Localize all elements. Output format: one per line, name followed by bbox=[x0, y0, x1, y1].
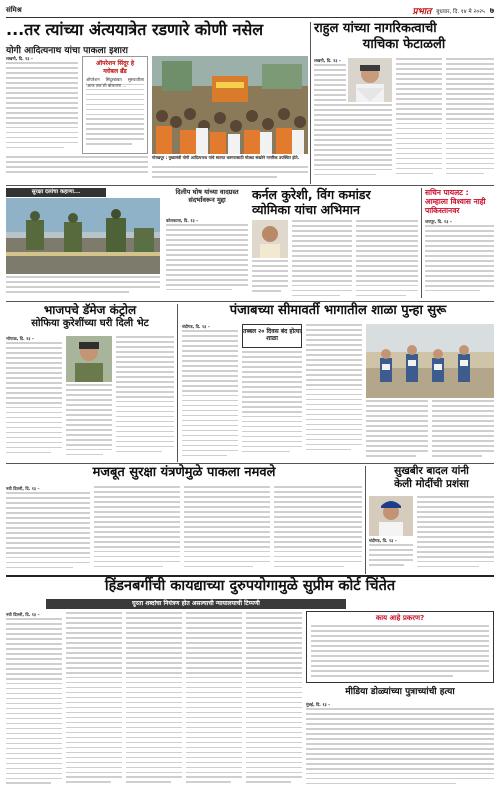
article-punjab-col-1 bbox=[182, 324, 238, 460]
dateline: चंदीगड, दि. १३ – bbox=[369, 538, 397, 543]
caption-text bbox=[6, 276, 160, 298]
body-text bbox=[242, 351, 302, 460]
kicker-strip: घुरता शब्दांचा नियंत्रण होत असल्याची न्यायालयाची टिप्पणी bbox=[46, 599, 346, 609]
body-text bbox=[252, 260, 288, 298]
kicker: दिलीप घोष यांच्या वादग्रस्त संदर्भावरून मुद्दा bbox=[175, 188, 239, 204]
security-photo-image bbox=[6, 198, 160, 274]
school-photo bbox=[366, 324, 494, 398]
crowd-photo bbox=[152, 56, 308, 154]
headline-line-2: याचिका फेटाळली bbox=[362, 37, 446, 52]
dateline: जयपूर, दि. १३ – bbox=[425, 219, 452, 224]
body-text bbox=[186, 612, 242, 792]
rahul-photo-image bbox=[348, 58, 392, 102]
pull-box-title: ऑपरेशन सिंदूर हे bbox=[95, 60, 135, 67]
body-text bbox=[116, 336, 174, 460]
body-text bbox=[66, 612, 122, 792]
page-number: ७ bbox=[489, 6, 494, 15]
article-bjp-col-1 bbox=[6, 336, 62, 460]
body-text bbox=[152, 166, 308, 180]
body-text bbox=[6, 62, 78, 154]
article-rahul-col-3 bbox=[446, 58, 494, 182]
article-yogi bbox=[6, 22, 306, 55]
body-text bbox=[166, 224, 248, 298]
section-divider bbox=[6, 575, 494, 577]
headline: मीडिया डोळ्यांच्या पुत्राच्यांची हत्या bbox=[345, 687, 455, 697]
dateline: नवी दिल्ली, दि. १३ – bbox=[6, 612, 40, 617]
article-punjab-col-3 bbox=[306, 324, 362, 460]
column-divider bbox=[421, 188, 422, 298]
body-text bbox=[274, 486, 362, 572]
body-text bbox=[369, 544, 413, 572]
headline-line-2: केली मोदींची प्रशंसा bbox=[394, 478, 469, 490]
column-divider bbox=[365, 466, 366, 574]
column-divider bbox=[310, 22, 311, 184]
newspaper-logo: प्रभात bbox=[412, 7, 432, 17]
article-yogi-lower bbox=[6, 156, 148, 178]
headline: सचिन पायलट : आम्हाला विश्वास नाही पाकिस्तानवर bbox=[425, 188, 486, 215]
dateline: कोलकाता, दि. १३ – bbox=[166, 218, 199, 223]
photo-strip-label: सुरक्षा दलांचा कहाणा... bbox=[6, 188, 106, 197]
body-text bbox=[306, 708, 494, 792]
section-divider bbox=[6, 185, 494, 186]
highlight-text: तब्बल २० दिवस बंद होत्या शाळा bbox=[243, 328, 301, 342]
rahul-photo bbox=[348, 58, 392, 102]
headline: हिंडनबर्गीची कायद्याच्या दुरुपयोगामुळे सुप्रीम कोर्ट चिंतेत bbox=[104, 578, 396, 594]
article-bjp-col-2 bbox=[66, 384, 112, 460]
pull-box-body bbox=[83, 83, 147, 153]
section-divider bbox=[6, 301, 494, 302]
article-kureshi-col-2 bbox=[292, 220, 352, 298]
section-name: संमिश्र bbox=[6, 6, 22, 14]
pull-box-text: ऑपरेशन सिंदूरबाबत सुरुवातीला 'आज तक'शी बोलताना ... bbox=[86, 77, 144, 88]
article-punjab-col-4 bbox=[366, 400, 428, 460]
article-badal bbox=[369, 466, 494, 492]
article-security bbox=[6, 466, 362, 483]
article-kureshi-col-3 bbox=[356, 220, 418, 298]
article-sc-col-2 bbox=[66, 612, 122, 792]
body-text bbox=[446, 58, 494, 182]
school-photo-image bbox=[366, 324, 494, 398]
article-security-col-3 bbox=[184, 486, 270, 572]
body-text bbox=[126, 612, 182, 792]
sofia-photo bbox=[66, 336, 112, 382]
dateline: लखनौ, दि. १३ – bbox=[314, 58, 341, 63]
headline: सुखबीर बादल यांनी bbox=[394, 465, 469, 477]
article-kureshi-col-1 bbox=[166, 218, 248, 298]
body-text bbox=[366, 400, 428, 460]
article-sc-col-1 bbox=[6, 612, 62, 792]
security-photo bbox=[6, 198, 160, 274]
article-bjp bbox=[6, 304, 174, 332]
headline: राहुल यांच्या नागरिकत्वाची bbox=[314, 21, 437, 36]
body-text bbox=[314, 64, 346, 104]
article-rahul bbox=[314, 22, 494, 54]
column-divider bbox=[177, 304, 178, 462]
body-text bbox=[184, 486, 270, 572]
article-punjab bbox=[182, 304, 494, 321]
article-media bbox=[306, 688, 494, 700]
body-text bbox=[396, 58, 442, 182]
subhead: योगी आदित्यनाथ यांचा पाकला इशारा bbox=[6, 46, 128, 56]
body-text bbox=[425, 225, 494, 297]
crowd-photo-caption: गोरखपूर : मुख्यमंत्री योगी आदित्यनाथ यांचे स्वागत करण्यासाठी मोठ्या संख्येने नागरिक उपस्थित होते. bbox=[152, 155, 300, 160]
article-supreme-court bbox=[6, 579, 494, 597]
dateline: नवी दिल्ली, दि. १३ – bbox=[6, 486, 40, 491]
security-caption-lines bbox=[6, 276, 160, 298]
article-rahul-col-1b bbox=[314, 104, 392, 182]
body-text bbox=[432, 400, 494, 460]
article-sc-col-3 bbox=[126, 612, 182, 792]
body-text bbox=[66, 384, 112, 460]
masthead bbox=[6, 4, 494, 18]
body-text bbox=[246, 612, 302, 792]
badal-photo bbox=[369, 496, 413, 536]
article-punjab-col-5 bbox=[432, 400, 494, 460]
headline: भाजपचे डॅमेज कंट्रोल bbox=[43, 303, 137, 317]
ghosh-photo-image bbox=[252, 220, 288, 258]
article-rahul-col-2 bbox=[396, 58, 442, 182]
dateline: मुंबई, दि. १३ – bbox=[306, 702, 331, 707]
article-security-col-1 bbox=[6, 486, 90, 572]
dateline: लखनौ, दि. १३ – bbox=[6, 56, 33, 61]
issue-date: बुधवार, दि. १४ मे २०२५ bbox=[436, 8, 485, 15]
body-text bbox=[6, 342, 62, 460]
body-text bbox=[314, 104, 392, 182]
article-badal-col-1 bbox=[369, 538, 413, 572]
body-text bbox=[292, 220, 352, 298]
headline: ...तर त्यांच्या अंत्ययात्रेत रडणारे कोणी नसेल bbox=[6, 20, 264, 39]
article-bjp-col-3 bbox=[116, 336, 174, 460]
article-kureshi bbox=[252, 188, 418, 218]
ghosh-photo bbox=[252, 220, 288, 258]
article-badal-col-2 bbox=[417, 496, 494, 572]
article-pilot bbox=[425, 188, 494, 297]
article-media-body bbox=[306, 702, 494, 792]
article-security-col-4 bbox=[274, 486, 362, 572]
dateline: भोपाळ, दि. १३ – bbox=[6, 336, 34, 341]
article-punjab-col-2 bbox=[242, 351, 302, 460]
body-text bbox=[306, 324, 362, 460]
body-text bbox=[6, 492, 90, 572]
body-text bbox=[94, 486, 180, 572]
case-box-text bbox=[307, 623, 493, 679]
badal-photo-image bbox=[369, 496, 413, 536]
dateline: चंदीगड, दि. १३ – bbox=[182, 324, 210, 329]
case-info-box bbox=[306, 611, 494, 683]
headline: मजबूत सुरक्षा यंत्रणेमुळे पाकला नमवले bbox=[92, 465, 276, 480]
article-kureshi-col-2b bbox=[252, 260, 288, 298]
headline-line-2: व्योमिका यांचा अभिमान bbox=[252, 202, 360, 217]
headline: कर्नल कुरेशी, विंग कमांडर bbox=[252, 187, 371, 202]
body-text bbox=[6, 156, 148, 178]
article-sc-col-5 bbox=[246, 612, 302, 792]
article-security-col-2 bbox=[94, 486, 180, 572]
article-kureshi-kicker bbox=[166, 188, 248, 214]
newspaper-page bbox=[6, 4, 494, 793]
sofia-photo-image bbox=[66, 336, 112, 382]
punjab-highlight-box bbox=[242, 324, 302, 348]
article-sc-col-4 bbox=[186, 612, 242, 792]
body-text bbox=[356, 220, 418, 298]
body-text bbox=[417, 496, 494, 572]
section-divider bbox=[6, 463, 494, 464]
body-text bbox=[6, 618, 62, 790]
body-text bbox=[182, 330, 238, 460]
pull-box bbox=[82, 56, 148, 154]
article-yogi-col-1 bbox=[6, 56, 78, 154]
headline: पंजाबच्या सीमावर्ती भागातील शाळा पुन्हा सुरू bbox=[229, 303, 447, 318]
case-box-title: काय आहे प्रकरण? bbox=[375, 614, 425, 622]
article-yogi-lower-2 bbox=[152, 166, 308, 180]
headline-line-2: सोफिया कुरेशींच्या घरी दिली भेट bbox=[31, 318, 149, 329]
pull-box-subtitle: ग्लोबल ब्रँड bbox=[103, 68, 127, 75]
crowd-photo-image bbox=[152, 56, 308, 154]
